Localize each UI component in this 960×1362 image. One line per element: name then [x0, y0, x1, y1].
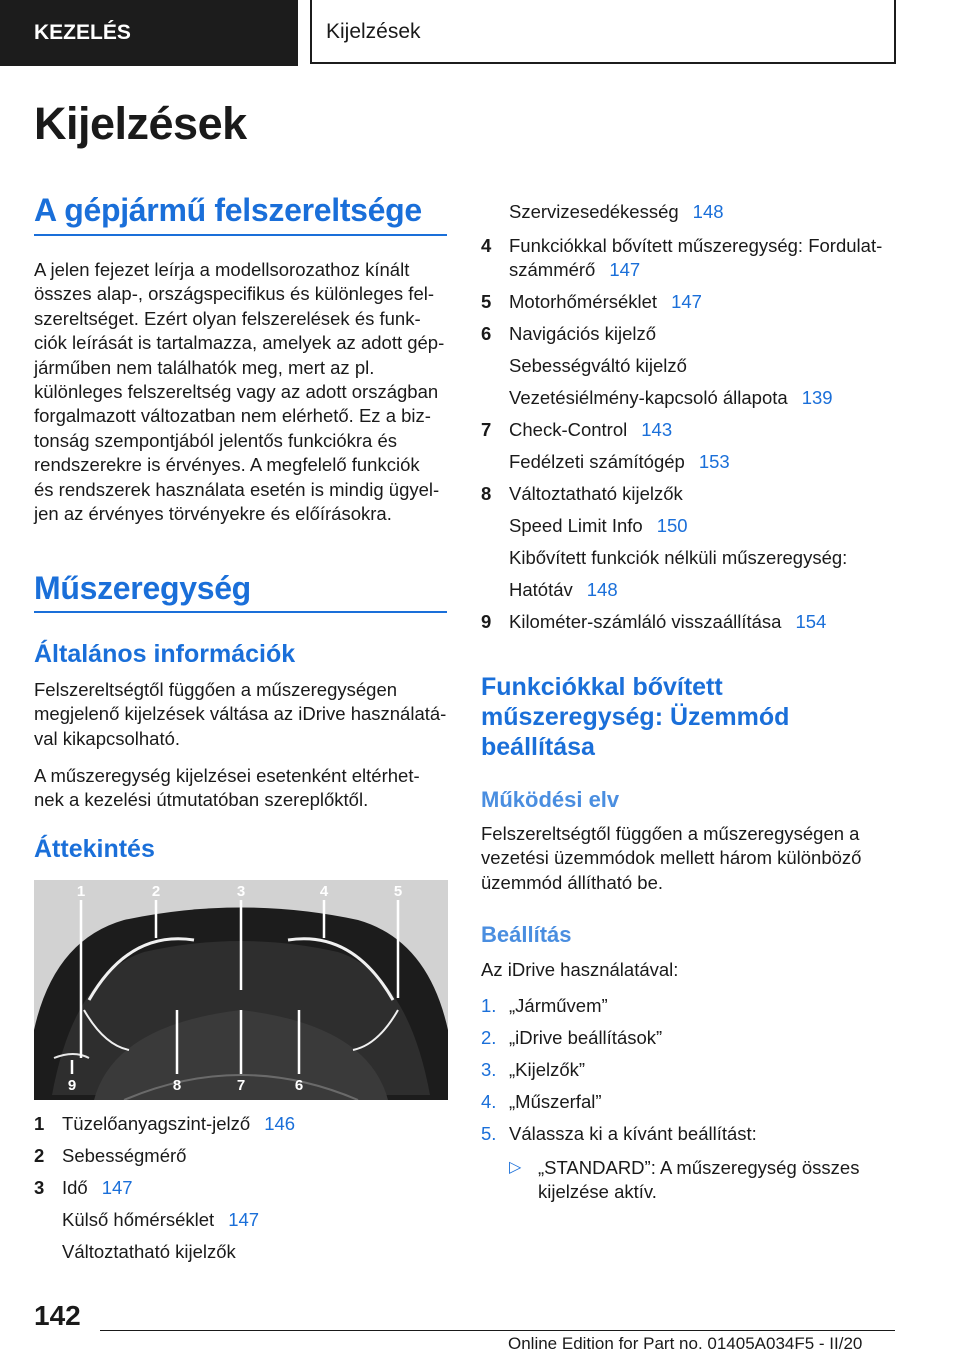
text-line: összes alap-, országspecifikus és különleges fel-: [34, 283, 434, 305]
item-number: 7: [481, 419, 492, 440]
principle-paragraph: [481, 822, 901, 895]
item-label: Kibővített funkciók nélküli műszeregység:: [509, 547, 848, 568]
item-number: 4: [481, 235, 492, 256]
text-line: „STANDARD”: A műszeregység összes: [538, 1157, 860, 1178]
setting-intro: Az iDrive használatával:: [481, 959, 679, 980]
page-ref-link[interactable]: 147: [671, 291, 702, 312]
text-line: tonság szempontjából jelentős funkciókra és: [34, 429, 398, 451]
item-label: Szervizesedékesség: [509, 201, 679, 222]
step-label: „Járművem”: [509, 995, 608, 1016]
page-ref-link[interactable]: 153: [698, 451, 730, 472]
text-line: jen az érvényes törvényekre és előírásokra.: [34, 503, 392, 525]
heading-rule: [34, 234, 447, 236]
step-number: 5.: [481, 1123, 497, 1144]
item-label: Tüzelőanyagszint-jelző: [62, 1113, 251, 1134]
callout-6: 6: [294, 1077, 304, 1094]
heading-principle: Működési elv: [481, 787, 620, 812]
step-label: „Műszerfal”: [509, 1091, 602, 1112]
item-number: 9: [481, 611, 492, 632]
page-ref-link[interactable]: 154: [795, 611, 827, 632]
step-label: „Kijelzők”: [509, 1059, 586, 1080]
heading-line: Funkciókkal bővített: [481, 673, 723, 701]
step-number: 4.: [481, 1091, 497, 1112]
text-line: ciók leírását is tartalmazza, amelyek az adott gép-: [34, 332, 445, 354]
instrument-cluster-figure: [34, 880, 448, 1100]
text-line: A jelen fejezet leírja a modellsorozathoz kínált: [34, 259, 410, 280]
item-label: Sebességmérő: [62, 1145, 187, 1166]
item-label: Fedélzeti számítógép: [509, 451, 685, 472]
text-line: kijelzése aktív.: [538, 1181, 657, 1203]
text-line: nek a kezelési útmutatóban szereplőktől.: [34, 789, 369, 811]
item-label: Kilométer-számláló visszaállítása: [509, 611, 782, 632]
item-number: 6: [481, 323, 492, 344]
callout-4: 4: [319, 883, 329, 900]
page-header: [0, 0, 960, 66]
callout-5: 5: [393, 883, 403, 900]
text-line: rendszerekre is érvényes. A megfelelő funkciók: [34, 454, 420, 476]
item-number: 1: [34, 1113, 45, 1134]
item-label: Speed Limit Info: [509, 515, 643, 536]
item-label: Idő: [62, 1177, 88, 1198]
text-line: és rendszerek használata esetén is mindig ügyel-: [34, 478, 440, 500]
text-line: üzemmód állítható be.: [481, 871, 664, 893]
text-line: Felszereltségtől függően a műszeregységen a: [481, 823, 860, 844]
step-label: Válassza ki a kívánt beállítást:: [509, 1123, 757, 1144]
instrument-cluster-illustration: [34, 880, 448, 1100]
heading-line: műszeregység: Üzemmód: [481, 703, 790, 731]
edition-note: Online Edition for Part no. 01405A034F5 - II/20: [508, 1334, 863, 1353]
general-paragraph-2: [34, 764, 448, 813]
item-label: Navigációs kijelző: [509, 323, 657, 344]
step-number: 3.: [481, 1059, 497, 1080]
text-line: szereltséget. Ezért olyan felszerelések és funk-: [34, 307, 421, 329]
callout-3: 3: [236, 883, 246, 900]
general-paragraph-1: [34, 678, 448, 751]
page-ref-link[interactable]: 148: [586, 579, 618, 600]
callout-7: 7: [236, 1077, 246, 1094]
page-ref-link[interactable]: 146: [264, 1113, 296, 1134]
item-label: Hatótáv: [509, 579, 573, 600]
item-label: számmérő: [509, 259, 596, 280]
heading-line: beállítása: [481, 733, 595, 761]
page-ref-link[interactable]: 148: [692, 201, 724, 222]
item-number: 2: [34, 1145, 45, 1166]
triangle-bullet-icon: ▷: [509, 1159, 522, 1176]
callout-2: 2: [151, 883, 161, 900]
heading-equipment: A gépjármű felszereltsége: [34, 192, 422, 228]
text-line: A műszeregység kijelzései esetenként eltérhet-: [34, 765, 420, 786]
page-ref-link[interactable]: 150: [656, 515, 688, 536]
item-label: Funkciókkal bővített műszeregység: Fordulat-: [509, 235, 883, 256]
item-label: Motorhőmérséklet: [509, 291, 658, 312]
equipment-paragraph: [34, 258, 448, 526]
item-label: Változtatható kijelzők: [62, 1241, 236, 1262]
item-label: Külső hőmérséklet: [62, 1209, 215, 1230]
topic-tab: Kijelzések: [310, 0, 896, 64]
page-number: 142: [34, 1300, 81, 1331]
text-line: járműben nem találhatók meg, mert az pl.: [34, 356, 375, 378]
page-ref-link[interactable]: 147: [101, 1177, 133, 1198]
callout-1: 1: [76, 883, 86, 900]
step-label: „iDrive beállítások”: [509, 1027, 663, 1048]
item-label: Változtatható kijelzők: [509, 483, 683, 504]
item-label: Check-Control: [509, 419, 628, 440]
heading-mode-setting: [481, 672, 789, 762]
section-tab: KEZELÉS: [0, 0, 298, 66]
heading-setting: Beállítás: [481, 922, 572, 947]
text-line: vezetési üzemmódok mellett három különböző: [481, 847, 862, 869]
callout-9: 9: [67, 1077, 77, 1094]
text-line: val kikapcsolható.: [34, 727, 181, 749]
text-line: különleges felszereltség vagy az adott országban: [34, 381, 439, 403]
text-line: megjelenő kijelzések váltása az iDrive használatá-: [34, 703, 447, 725]
item-number: 8: [481, 483, 492, 504]
footer-rule: [100, 1330, 895, 1331]
page-ref-link[interactable]: 147: [609, 259, 641, 280]
heading-rule: [34, 611, 447, 613]
page-ref-link[interactable]: 143: [641, 419, 673, 440]
page-ref-link[interactable]: 147: [228, 1209, 260, 1230]
heading-general-info: Általános információk: [34, 640, 296, 668]
item-label: Sebességváltó kijelző: [509, 355, 687, 376]
page-title: Kijelzések: [34, 98, 247, 149]
text-line: forgalmazott változatban nem elérhető. Ez a biz-: [34, 405, 431, 427]
page-ref-link[interactable]: 139: [801, 387, 833, 408]
heading-overview: Áttekintés: [34, 835, 155, 863]
item-number: 5: [481, 291, 492, 312]
item-number: 3: [34, 1177, 45, 1198]
text-line: Felszereltségtől függően a műszeregységen: [34, 679, 398, 700]
sub-step-text: [538, 1156, 859, 1205]
step-number: 2.: [481, 1027, 497, 1048]
step-number: 1.: [481, 995, 497, 1016]
heading-cluster: Műszeregység: [34, 570, 251, 606]
callout-8: 8: [172, 1077, 182, 1094]
item-label: Vezetésiélmény-kapcsoló állapota: [509, 387, 788, 408]
